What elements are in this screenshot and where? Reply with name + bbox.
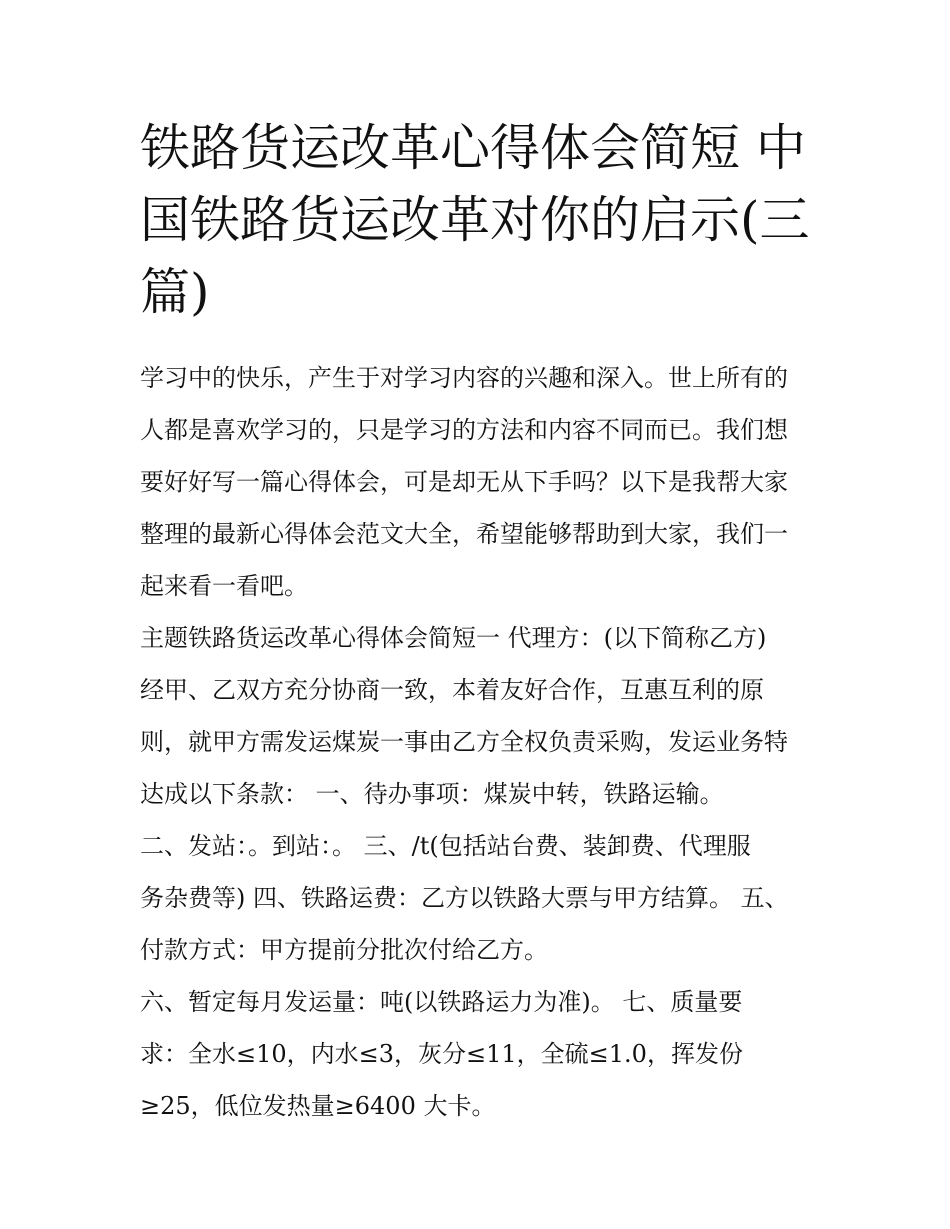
- quality-paragraph: [140, 976, 830, 1132]
- text-line: 付款方式：甲方提前分批次付给乙方。: [140, 936, 548, 964]
- text-line: 六、暂定每月发运量：吨(以铁路运力为准)。 七、质量要: [140, 988, 743, 1016]
- terms-paragraph: [140, 820, 830, 976]
- text-line: 起来看一看吧。: [140, 572, 308, 600]
- document-title: [140, 112, 830, 328]
- text-line: 求：全水≤10，内水≤3，灰分≤11，全硫≤1.0，挥发份: [140, 1040, 743, 1068]
- text-line: 主题铁路货运改革心得体会简短一 代理方：(以下简称乙方): [140, 624, 767, 652]
- text-line: 达成以下条款： 一、待办事项：煤炭中转，铁路运输。: [140, 780, 724, 808]
- text-line: 二、发站：。到站：。 三、/t(包括站台费、装卸费、代理服: [140, 832, 751, 860]
- intro-paragraph: [140, 352, 830, 612]
- text-line: 则，就甲方需发运煤炭一事由乙方全权负责采购，发运业务特: [140, 728, 788, 756]
- title-line: 篇): [140, 263, 210, 321]
- text-line: 人都是喜欢学习的，只是学习的方法和内容不同而已。我们想: [140, 416, 788, 444]
- text-line: 要好好写一篇心得体会，可是却无从下手吗？以下是我帮大家: [140, 468, 788, 496]
- text-line: 经甲、乙双方充分协商一致，本着友好合作，互惠互利的原: [140, 676, 764, 704]
- text-line: ≥25，低位发热量≥6400 大卡。: [140, 1092, 496, 1120]
- text-line: 务杂费等) 四、铁路运费：乙方以铁路大票与甲方结算。 五、: [140, 884, 789, 912]
- text-line: 学习中的快乐，产生于对学习内容的兴趣和深入。世上所有的: [140, 364, 788, 392]
- title-line: 国铁路货运改革对你的启示(三: [140, 191, 810, 249]
- text-line: 整理的最新心得体会范文大全，希望能够帮助到大家，我们一: [140, 520, 788, 548]
- contract-paragraph: [140, 612, 830, 820]
- title-line: 铁路货运改革心得体会简短 中: [140, 119, 806, 177]
- document-body: [140, 352, 830, 1132]
